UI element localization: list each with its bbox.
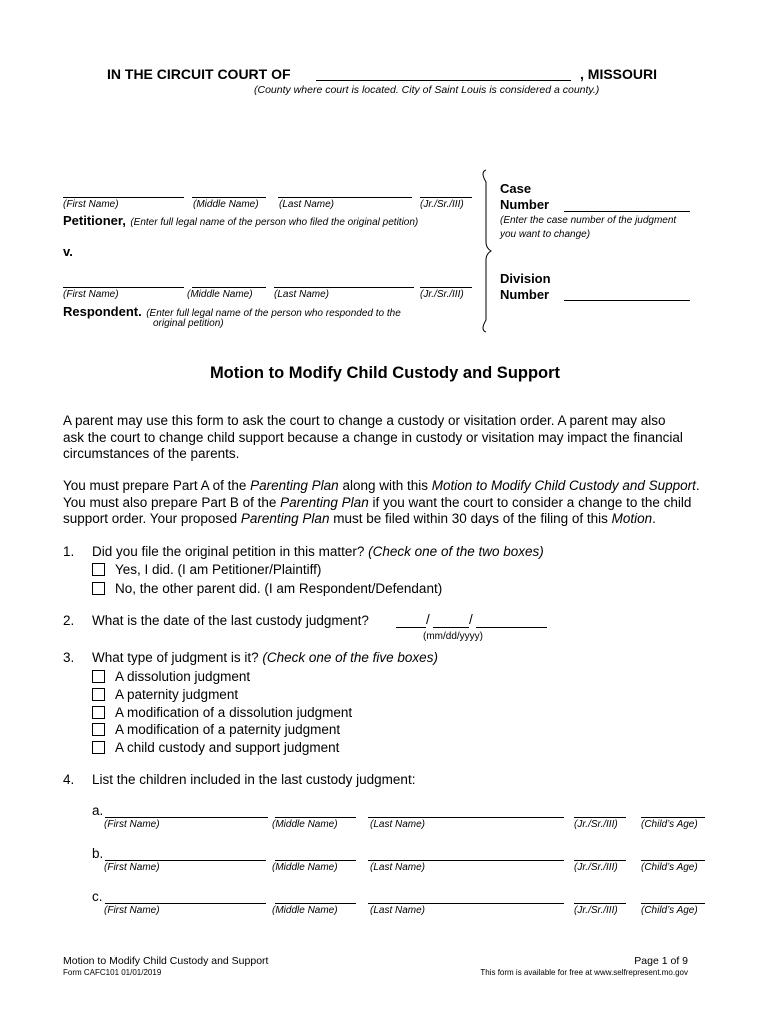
respondent-suffix-field[interactable] bbox=[420, 287, 472, 288]
child-a-age-field[interactable] bbox=[641, 817, 705, 818]
label-last-name: (Last Name) bbox=[370, 819, 426, 830]
child-c-middle-name-field[interactable] bbox=[275, 903, 356, 904]
county-note: (County where court is located. City of Saint Louis is considered a county.) bbox=[254, 84, 600, 96]
child-a-first-name-field[interactable] bbox=[105, 817, 268, 818]
respondent-note-2: original petition) bbox=[153, 318, 224, 329]
footer-availability: This form is available for free at www.selfrepresent.mo.gov bbox=[480, 968, 688, 977]
date-format-hint: (mm/dd/yyyy) bbox=[423, 631, 483, 642]
label-last-name: (Last Name) bbox=[274, 289, 330, 300]
q1-no-label: No, the other parent did. (I am Respondent/Defendant) bbox=[115, 581, 443, 596]
q3-mod-dissolution-checkbox[interactable] bbox=[92, 706, 105, 719]
division-label-2: Number bbox=[500, 287, 550, 302]
intro-paragraph-2 bbox=[63, 478, 713, 528]
q1-text: Did you file the original petition in this matter? (Check one of the two boxes) bbox=[92, 544, 544, 559]
date-slash: / bbox=[469, 612, 473, 627]
respondent-first-name-field[interactable] bbox=[63, 287, 184, 288]
q1-no-checkbox[interactable] bbox=[92, 582, 105, 595]
intro-line: ask the court to change child support because a change in custody or visitation may impact the financial bbox=[63, 429, 683, 445]
child-c-last-name-field[interactable] bbox=[368, 903, 564, 904]
case-label-1: Case bbox=[500, 181, 532, 196]
respondent-row bbox=[63, 303, 401, 321]
date-slash: / bbox=[426, 612, 430, 627]
child-a-middle-name-field[interactable] bbox=[275, 817, 356, 818]
intro-line: You must also prepare Part B of the Parenting Plan if you want the court to consider a change to the child bbox=[63, 494, 692, 510]
label-first-name: (First Name) bbox=[104, 862, 160, 873]
intro-line: circumstances of the parents. bbox=[63, 446, 240, 461]
label-last-name: (Last Name) bbox=[370, 862, 426, 873]
label-suffix: (Jr./Sr./III) bbox=[420, 199, 464, 210]
label-first-name: (First Name) bbox=[104, 905, 160, 916]
q3-option-label: A paternity judgment bbox=[115, 687, 239, 702]
child-b-middle-name-field[interactable] bbox=[275, 860, 356, 861]
intro-line: A parent may use this form to ask the court to change a custody or visitation order. A parent may also bbox=[63, 413, 666, 428]
caption-brace bbox=[478, 168, 494, 334]
q1-yes-label: Yes, I did. (I am Petitioner/Plaintiff) bbox=[115, 562, 322, 577]
q2-number: 2. bbox=[63, 613, 75, 628]
child-b-last-name-field[interactable] bbox=[368, 860, 564, 861]
intro-line: You must prepare Part A of the Parenting Plan along with this Motion to Modify Child Custody and Support. bbox=[63, 478, 700, 493]
date-year-field[interactable] bbox=[476, 627, 547, 628]
page-title: Motion to Modify Child Custody and Support bbox=[209, 364, 561, 382]
child-letter: a. bbox=[92, 803, 104, 818]
label-first-name: (First Name) bbox=[63, 289, 119, 300]
label-middle-name: (Middle Name) bbox=[272, 905, 338, 916]
footer-form-title: Motion to Modify Child Custody and Support bbox=[63, 955, 269, 967]
case-label-2: Number bbox=[500, 197, 550, 212]
label-middle-name: (Middle Name) bbox=[272, 862, 338, 873]
respondent-last-name-field[interactable] bbox=[274, 287, 414, 288]
q4-number: 4. bbox=[63, 772, 75, 787]
child-c-first-name-field[interactable] bbox=[105, 903, 266, 904]
case-number-field[interactable] bbox=[564, 211, 690, 212]
q3-paternity-checkbox[interactable] bbox=[92, 688, 105, 701]
child-c-suffix-field[interactable] bbox=[574, 903, 626, 904]
child-letter: c. bbox=[92, 889, 103, 904]
respondent-note-1: (Enter full legal name of the person who responded to the bbox=[146, 308, 401, 319]
child-b-suffix-field[interactable] bbox=[574, 860, 626, 861]
child-a-suffix-field[interactable] bbox=[574, 817, 626, 818]
label-last-name: (Last Name) bbox=[370, 905, 426, 916]
case-note-2: you want to change) bbox=[500, 229, 591, 240]
child-a-last-name-field[interactable] bbox=[368, 817, 564, 818]
intro-paragraph-1 bbox=[63, 413, 713, 463]
q3-number: 3. bbox=[63, 650, 75, 665]
county-field[interactable] bbox=[316, 80, 571, 81]
label-suffix: (Jr./Sr./III) bbox=[574, 862, 618, 873]
footer-page-number: Page 1 of 9 bbox=[634, 955, 688, 967]
q1-number: 1. bbox=[63, 544, 75, 559]
q3-text: What type of judgment is it? (Check one of the five boxes) bbox=[92, 650, 438, 665]
date-month-field[interactable] bbox=[396, 627, 426, 628]
child-b-first-name-field[interactable] bbox=[105, 860, 266, 861]
q3-dissolution-checkbox[interactable] bbox=[92, 670, 105, 683]
petitioner-row bbox=[63, 212, 418, 230]
child-letter: b. bbox=[92, 846, 104, 861]
versus-label: v. bbox=[63, 244, 73, 259]
label-age: (Child’s Age) bbox=[641, 819, 698, 830]
court-heading-prefix: IN THE CIRCUIT COURT OF bbox=[107, 66, 291, 82]
petitioner-suffix-field[interactable] bbox=[420, 197, 472, 198]
q3-option-label: A child custody and support judgment bbox=[115, 740, 340, 755]
division-label-1: Division bbox=[500, 271, 551, 286]
label-middle-name: (Middle Name) bbox=[272, 819, 338, 830]
label-middle-name: (Middle Name) bbox=[187, 289, 253, 300]
date-day-field[interactable] bbox=[433, 627, 469, 628]
label-middle-name: (Middle Name) bbox=[193, 199, 259, 210]
petitioner-first-name-field[interactable] bbox=[63, 197, 184, 198]
label-first-name: (First Name) bbox=[104, 819, 160, 830]
label-first-name: (First Name) bbox=[63, 199, 119, 210]
petitioner-last-name-field[interactable] bbox=[278, 197, 412, 198]
q3-custody-support-checkbox[interactable] bbox=[92, 741, 105, 754]
q3-mod-paternity-checkbox[interactable] bbox=[92, 723, 105, 736]
case-note-1: (Enter the case number of the judgment bbox=[500, 215, 677, 226]
division-number-field[interactable] bbox=[564, 300, 690, 301]
label-suffix: (Jr./Sr./III) bbox=[420, 289, 464, 300]
label-suffix: (Jr./Sr./III) bbox=[574, 905, 618, 916]
q2-text: What is the date of the last custody judgment? bbox=[92, 613, 369, 628]
respondent-middle-name-field[interactable] bbox=[192, 287, 266, 288]
petitioner-label: Petitioner, bbox=[63, 213, 126, 228]
petitioner-note: (Enter full legal name of the person who filed the original petition) bbox=[130, 217, 419, 228]
respondent-label: Respondent. bbox=[63, 304, 142, 319]
court-heading-suffix: , MISSOURI bbox=[580, 66, 658, 82]
child-c-age-field[interactable] bbox=[641, 903, 705, 904]
label-age: (Child’s Age) bbox=[641, 905, 698, 916]
label-last-name: (Last Name) bbox=[279, 199, 335, 210]
label-suffix: (Jr./Sr./III) bbox=[574, 819, 618, 830]
petitioner-middle-name-field[interactable] bbox=[192, 197, 266, 198]
child-b-age-field[interactable] bbox=[641, 860, 705, 861]
q3-option-label: A dissolution judgment bbox=[115, 669, 251, 684]
q4-text: List the children included in the last custody judgment: bbox=[92, 772, 416, 787]
q3-option-label: A modification of a dissolution judgment bbox=[115, 705, 353, 720]
intro-line: support order. Your proposed Parenting Plan must be filed within 30 days of the filing of this Motion. bbox=[63, 511, 656, 526]
footer-form-id: Form CAFC101 01/01/2019 bbox=[63, 968, 162, 977]
q1-yes-checkbox[interactable] bbox=[92, 563, 105, 576]
label-age: (Child’s Age) bbox=[641, 862, 698, 873]
q3-option-label: A modification of a paternity judgment bbox=[115, 722, 341, 737]
